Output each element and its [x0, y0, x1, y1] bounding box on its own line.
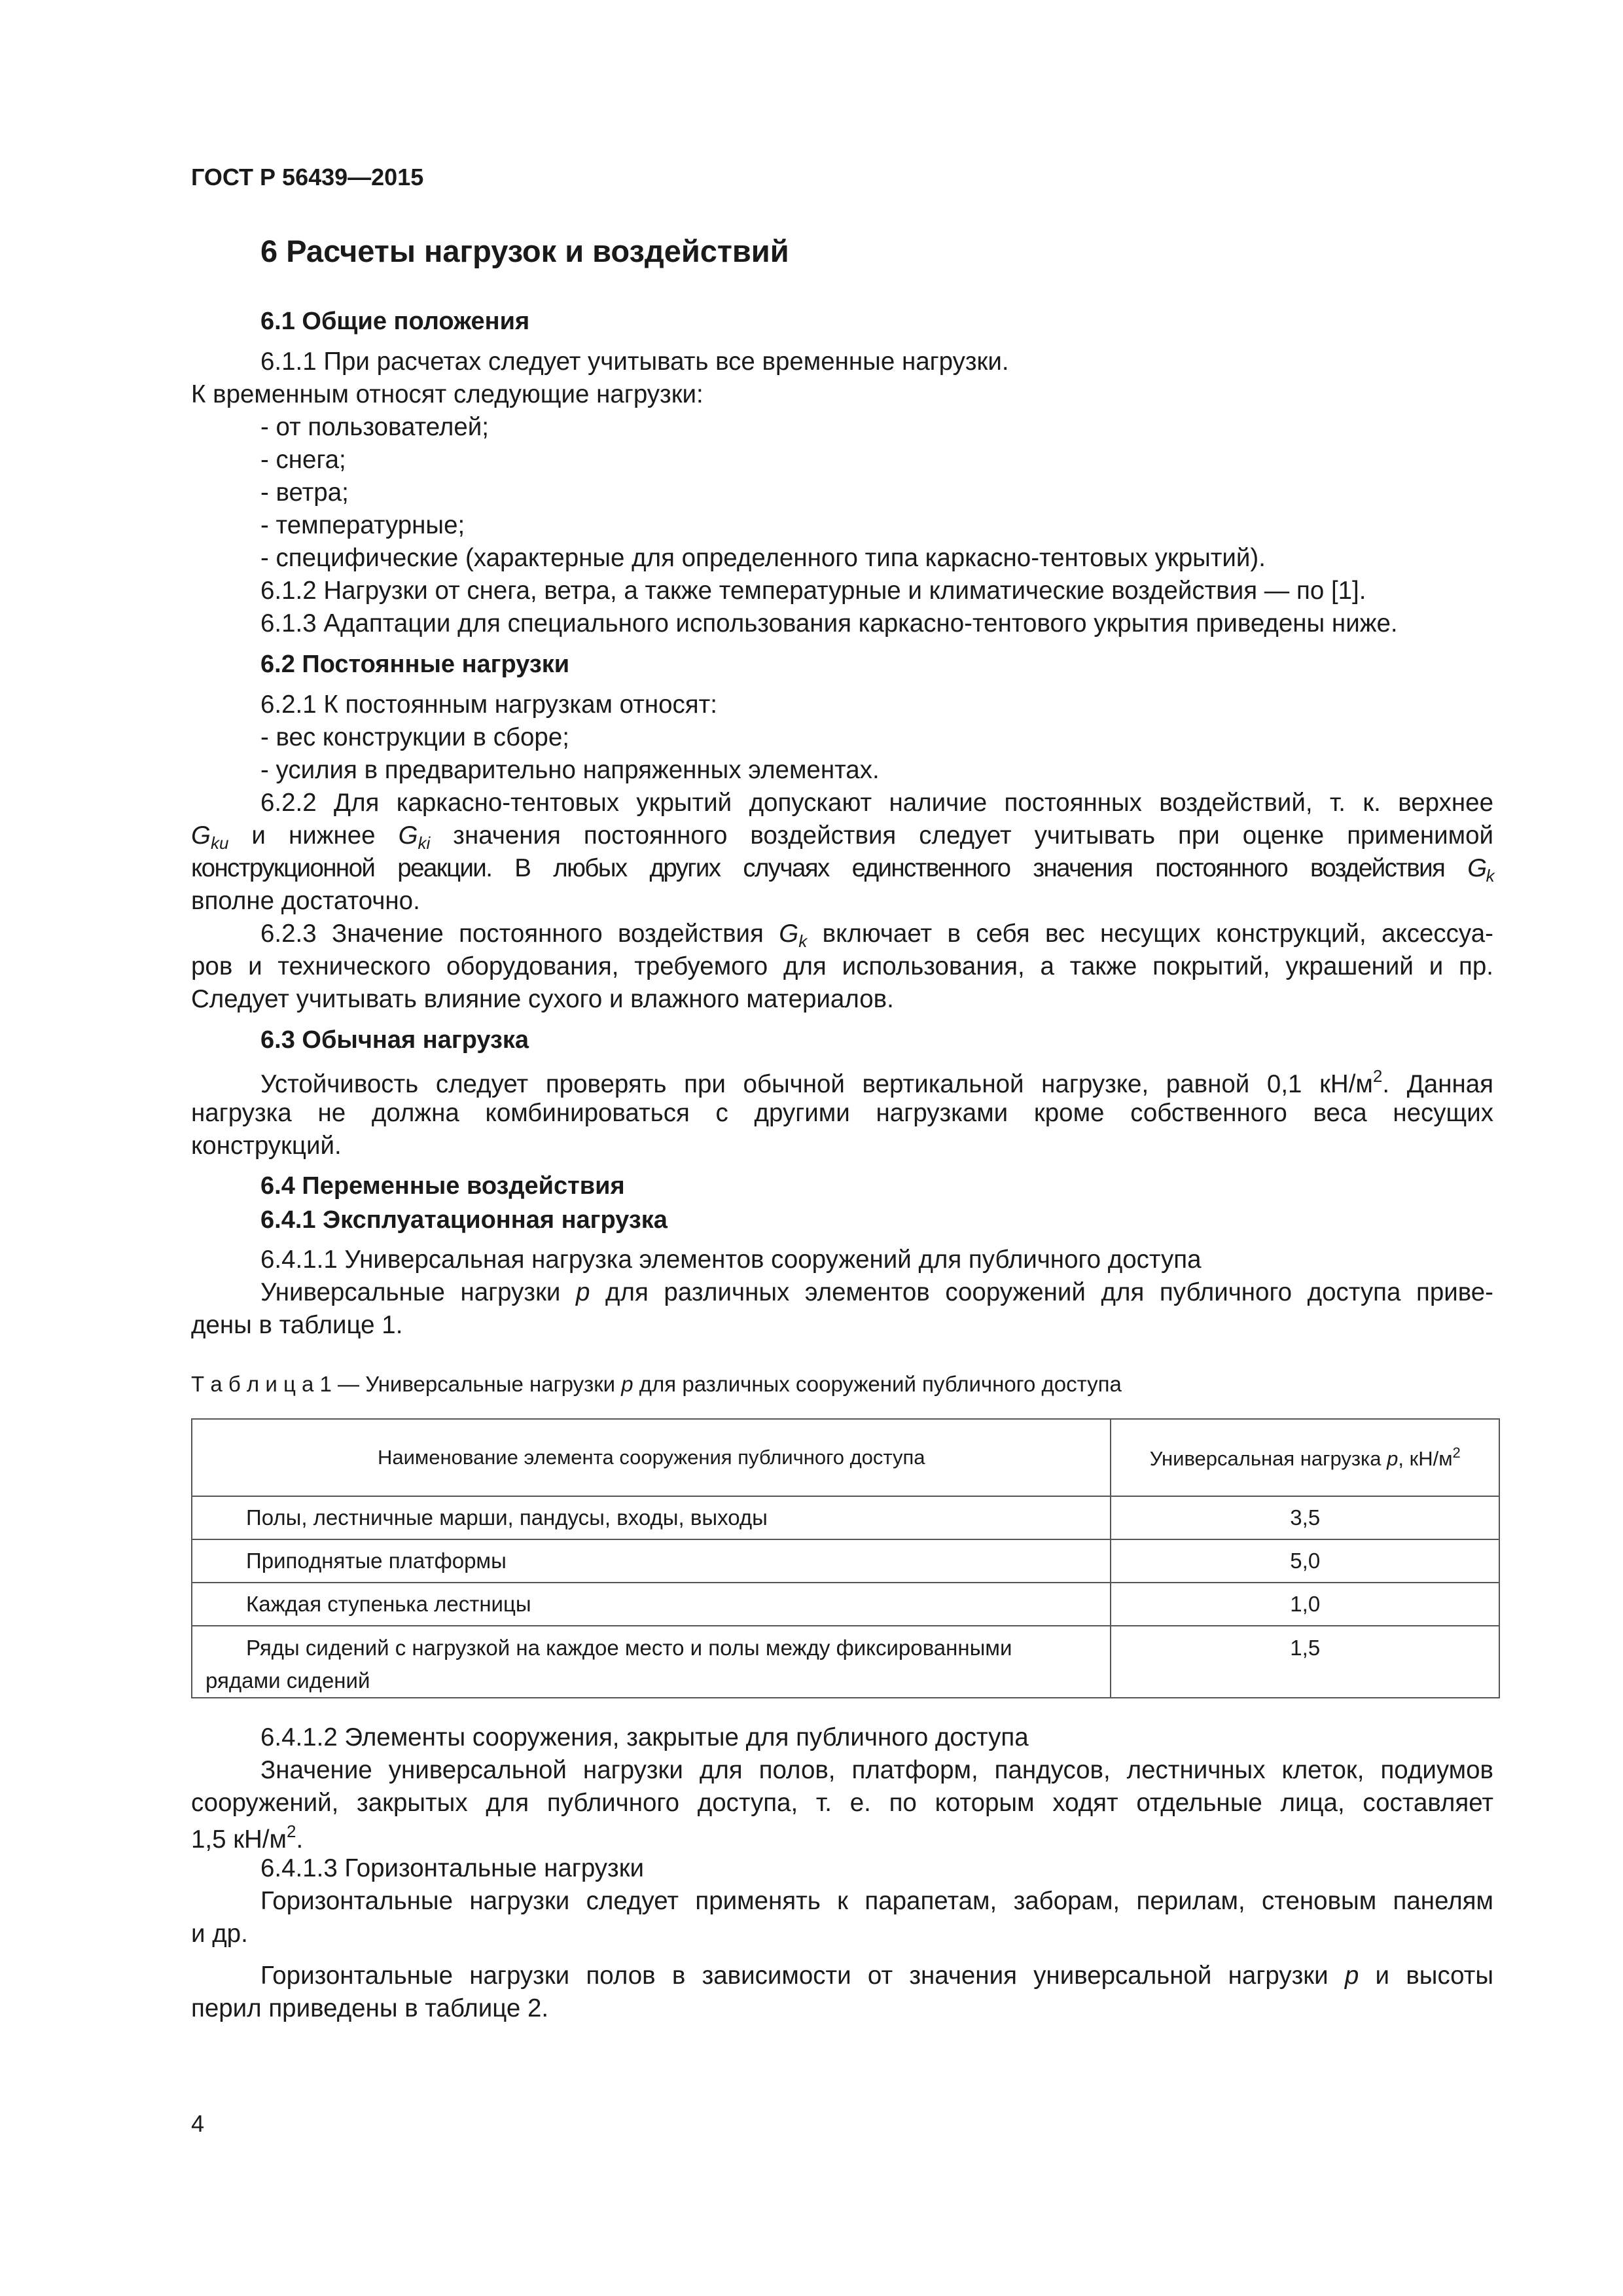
- page-number: 4: [191, 2110, 205, 2137]
- table-header-row: [192, 1419, 1499, 1496]
- text-fragment: включает в себя вес несущих конструкций, аксессуа-: [807, 920, 1493, 948]
- list-item: - от пользователей;: [260, 413, 489, 441]
- text-fragment: 6.2.3 Значение постоянного воздействия: [260, 920, 779, 948]
- subscript-ku: ku: [210, 833, 229, 853]
- text-fragment: Устойчивость следует проверять при обычной вертикальной нагрузке, равной 0,1 кН/м: [260, 1070, 1373, 1098]
- table-row: [192, 1539, 1499, 1583]
- paragraph-temporary-loads-intro: К временным относят следующие нагрузки:: [191, 380, 704, 408]
- list-item: - ветра;: [260, 478, 349, 507]
- paragraph-6-4-1-3-line1: Горизонтальные нагрузки следует применять к парапетам, заборам, перилам, стеновым панелям: [260, 1887, 1493, 1915]
- paragraph-6-4-1-2-line1: Значение универсальной нагрузки для полов, платформ, пандусов, лестничных клеток, подиумов: [260, 1756, 1493, 1784]
- symbol-g: G: [398, 821, 418, 850]
- subsection-6-3-title: 6.3 Обычная нагрузка: [260, 1026, 529, 1054]
- subscript-k: k: [798, 931, 808, 951]
- text-fragment: , кН/м: [1398, 1447, 1453, 1470]
- table-cell-element: Полы, лестничные марши, пандусы, входы, выходы: [192, 1496, 1111, 1539]
- paragraph-6-3-line3: конструкций.: [191, 1132, 342, 1160]
- list-item: - температурные;: [260, 511, 465, 539]
- text-fragment: Универсальные нагрузки: [260, 1278, 577, 1306]
- list-item: - усилия в предварительно напряженных элементах.: [260, 756, 880, 784]
- symbol-g: G: [191, 821, 211, 850]
- paragraph-6-3-line2: нагрузка не должна комбинироваться с другими нагрузками кроме собственного веса несущих: [191, 1099, 1493, 1127]
- table-cell-value: 5,0: [1111, 1539, 1499, 1583]
- paragraph-6-4-1-3-line4: перил приведены в таблице 2.: [191, 1994, 549, 2022]
- text-fragment: для различных элементов сооружений для публичного доступа приве-: [590, 1278, 1494, 1306]
- text-fragment: конструкционной реакции. В любых других случаях единственного значения постоянного воздействия: [191, 854, 1468, 882]
- paragraph-6-1-2: 6.1.2 Нагрузки от снега, ветра, а также температурные и климатические воздействия — по [1].: [260, 577, 1366, 605]
- subsection-6-1-title: 6.1 Общие положения: [260, 308, 530, 335]
- paragraph-6-1-3: 6.1.3 Адаптации для специального использования каркасно-тентового укрытия приведены ниже.: [260, 609, 1398, 637]
- symbol-p: p: [1344, 1962, 1359, 1990]
- superscript-2: 2: [1372, 1066, 1383, 1086]
- superscript-2: 2: [287, 1821, 296, 1841]
- subscript-ki: ki: [418, 833, 431, 853]
- section-title: 6 Расчеты нагрузок и воздействий: [260, 234, 789, 268]
- list-item: - специфические (характерные для определенного типа каркасно-тентовых укрытий).: [260, 544, 1266, 572]
- table-cell-value: 3,5: [1111, 1496, 1499, 1539]
- table-cell-element: Приподнятые платформы: [192, 1539, 1111, 1583]
- paragraph-6-4-1-1-line2: дены в таблице 1.: [191, 1311, 403, 1339]
- column-header-load: [1111, 1419, 1499, 1496]
- paragraph-6-4-1-1: 6.4.1.1 Универсальная нагрузка элементов сооружений для публичного доступа: [260, 1246, 1202, 1274]
- paragraph-6-2-3-line3: Следует учитывать влияние сухого и влажного материалов.: [191, 985, 894, 1013]
- text-fragment: значения постоянного воздействия следует учитывать при оценке применимой: [430, 821, 1494, 850]
- table-cell-element: [192, 1626, 1111, 1698]
- paragraph-6-2-2-line2: [191, 821, 1493, 853]
- paragraph-6-2-3-line1: [260, 920, 1493, 952]
- paragraph-6-1-1: 6.1.1 При расчетах следует учитывать все временные нагрузки.: [260, 348, 1009, 376]
- superscript-2: 2: [1452, 1444, 1461, 1461]
- table-1-caption: [191, 1372, 1122, 1397]
- paragraph-6-4-1-3: 6.4.1.3 Горизонтальные нагрузки: [260, 1854, 645, 1882]
- text-fragment: для различных сооружений публичного доступа: [633, 1372, 1122, 1396]
- symbol-g: G: [779, 920, 799, 948]
- cell-line: рядами сидений: [205, 1668, 370, 1693]
- paragraph-6-2-2-line1: 6.2.2 Для каркасно-тентовых укрытий допускают наличие постоянных воздействий, т. к. верхнее: [260, 789, 1493, 817]
- list-item: - вес конструкции в сборе;: [260, 723, 569, 751]
- subscript-k: k: [1486, 866, 1493, 886]
- table-row: [192, 1626, 1499, 1698]
- paragraph-6-2-1: 6.2.1 К постоянным нагрузкам относят:: [260, 691, 717, 719]
- table-cell-value: 1,5: [1111, 1626, 1499, 1698]
- paragraph-6-3-line1: [260, 1066, 1493, 1099]
- text-fragment: и высоты: [1359, 1962, 1493, 1990]
- text-fragment: Горизонтальные нагрузки полов в зависимости от значения универсальной нагрузки: [260, 1962, 1345, 1990]
- symbol-p: p: [621, 1372, 633, 1396]
- table-1: [191, 1418, 1500, 1698]
- paragraph-6-4-1-3-line2: и др.: [191, 1920, 248, 1948]
- subsection-6-4-1-title: 6.4.1 Эксплуатационная нагрузка: [260, 1206, 668, 1234]
- paragraph-6-2-2-line3: [191, 854, 1493, 886]
- table-cell-element: Каждая ступенька лестницы: [192, 1583, 1111, 1626]
- cell-line: Ряды сидений с нагрузкой на каждое место и полы между фиксированными: [246, 1636, 1012, 1660]
- text-fragment: 1,5 кН/м: [191, 1825, 287, 1854]
- paragraph-6-2-2-line4: вполне достаточно.: [191, 887, 420, 915]
- text-fragment: . Данная: [1382, 1070, 1493, 1098]
- paragraph-6-4-1-3-line3: [260, 1962, 1493, 1990]
- paragraph-6-4-1-1-line1: [260, 1278, 1493, 1307]
- symbol-p: p: [1387, 1447, 1399, 1470]
- subsection-6-2-title: 6.2 Постоянные нагрузки: [260, 651, 570, 678]
- table-cell-value: 1,0: [1111, 1583, 1499, 1626]
- text-fragment: Т а б л и ц а 1 — Универсальные нагрузки: [191, 1372, 622, 1396]
- text-fragment: и нижнее: [228, 821, 399, 850]
- table-row: [192, 1496, 1499, 1539]
- text-fragment: Универсальная нагрузка: [1149, 1447, 1387, 1470]
- paragraph-6-4-1-2: 6.4.1.2 Элементы сооружения, закрытые для публичного доступа: [260, 1723, 1029, 1751]
- document-header: ГОСТ Р 56439—2015: [191, 164, 424, 190]
- subsection-6-4-title: 6.4 Переменные воздействия: [260, 1172, 625, 1200]
- symbol-g: G: [1467, 854, 1486, 882]
- symbol-p: p: [576, 1278, 590, 1306]
- column-header-element: Наименование элемента сооружения публичного доступа: [192, 1419, 1111, 1496]
- paragraph-6-4-1-2-line2: сооружений, закрытых для публичного доступа, т. е. по которым ходят отдельные лица, составляет: [191, 1789, 1493, 1817]
- paragraph-6-2-3-line2: ров и технического оборудования, требуемого для использования, а также покрытий, украшений и пр.: [191, 952, 1493, 980]
- paragraph-6-4-1-2-line3: [191, 1821, 303, 1854]
- text-fragment: .: [296, 1825, 304, 1854]
- list-item: - снега;: [260, 446, 346, 474]
- table-row: [192, 1583, 1499, 1626]
